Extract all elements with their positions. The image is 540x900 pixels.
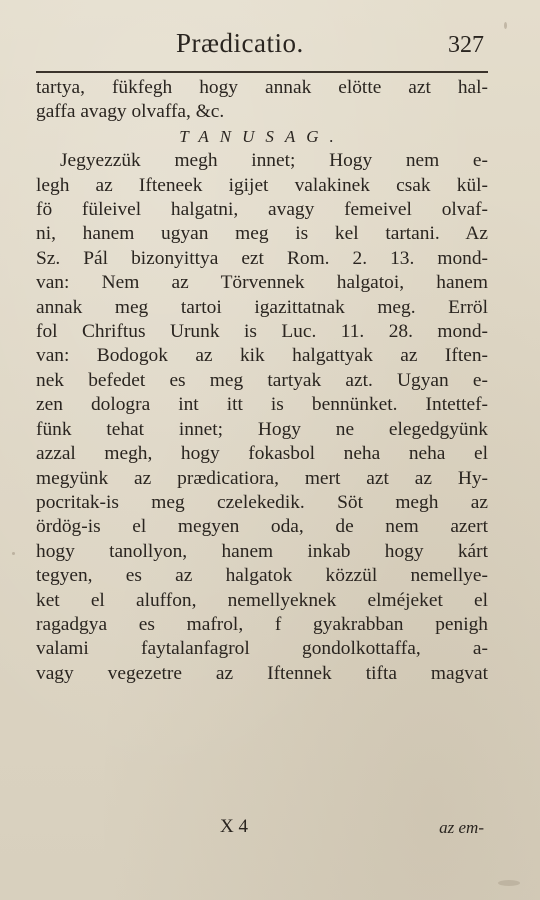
text-line: fol Chriftus Urunk is Luc. 11. 28. mond- xyxy=(36,321,488,343)
text-line: valami faytalanfagrol gondolkottaffa, a- xyxy=(36,638,488,660)
text-line: fö füleivel halgatni, avagy femeivel olvaf- xyxy=(36,199,488,221)
page-number: 327 xyxy=(448,32,484,58)
catchword: az em- xyxy=(439,818,484,837)
text-line: azzal megh, hogy fokasbol neha neha el xyxy=(36,443,488,465)
text-line: van: Bodogok az kik halgattyak az Iften- xyxy=(36,345,488,367)
text-line: zen dologra int itt is bennünket. Intettef- xyxy=(36,394,488,416)
signature-mark: X 4 xyxy=(220,816,248,837)
running-header xyxy=(36,24,488,70)
text-line: hogy tanollyon, hanem inkab hogy kárt xyxy=(36,540,488,562)
body-text xyxy=(36,76,488,686)
text-line: Jegyezzük megh innet; Hogy nem e- xyxy=(60,150,488,172)
text-line: fünk tehat innet; Hogy ne elegedgyünk xyxy=(36,418,488,440)
text-line: ragadgya es mafrol, f gyakrabban penigh xyxy=(36,613,488,635)
text-line: tegyen, es az halgatok közzül nemellye- xyxy=(36,565,488,587)
text-line: nek befedet es meg tartyak azt. Ugyan e- xyxy=(36,369,488,391)
header-rule xyxy=(36,71,488,73)
paper-spot xyxy=(12,552,15,555)
paper-spot xyxy=(504,22,507,29)
text-line: megyünk az prædicatiora, mert azt az Hy- xyxy=(36,467,488,489)
text-line: ördög-is el megyen oda, de nem azert xyxy=(36,516,488,538)
text-line: legh az Ifteneek igijet valakinek csak kül- xyxy=(36,174,488,196)
running-title: Prædicatio. xyxy=(176,28,304,58)
text-line: van: Nem az Törvennek halgatoi, hanem xyxy=(36,272,488,294)
text-line: pocritak-is meg czelekedik. Söt megh az xyxy=(36,491,488,513)
text-line: annak meg tartoi igazittatnak meg. Erröl xyxy=(36,296,488,318)
page-footer xyxy=(36,816,488,844)
section-heading: TANUSAG. xyxy=(179,126,345,146)
text-line: ket el aluffon, nemellyeknek elméjeket el xyxy=(36,589,488,611)
text-line: ni, hanem ugyan meg is kel tartani. Az xyxy=(36,223,488,245)
text-line: tartya, fükfegh hogy annak elötte azt hal- xyxy=(36,77,488,98)
text-line: gaffa avagy olvaffa, &c. xyxy=(36,101,225,123)
text-line: vagy vegezetre az Iftennek tifta magvat xyxy=(36,662,488,684)
paper-spot xyxy=(498,880,520,886)
text-line: Sz. Pál bizonyittya ezt Rom. 2. 13. mond- xyxy=(36,247,488,269)
